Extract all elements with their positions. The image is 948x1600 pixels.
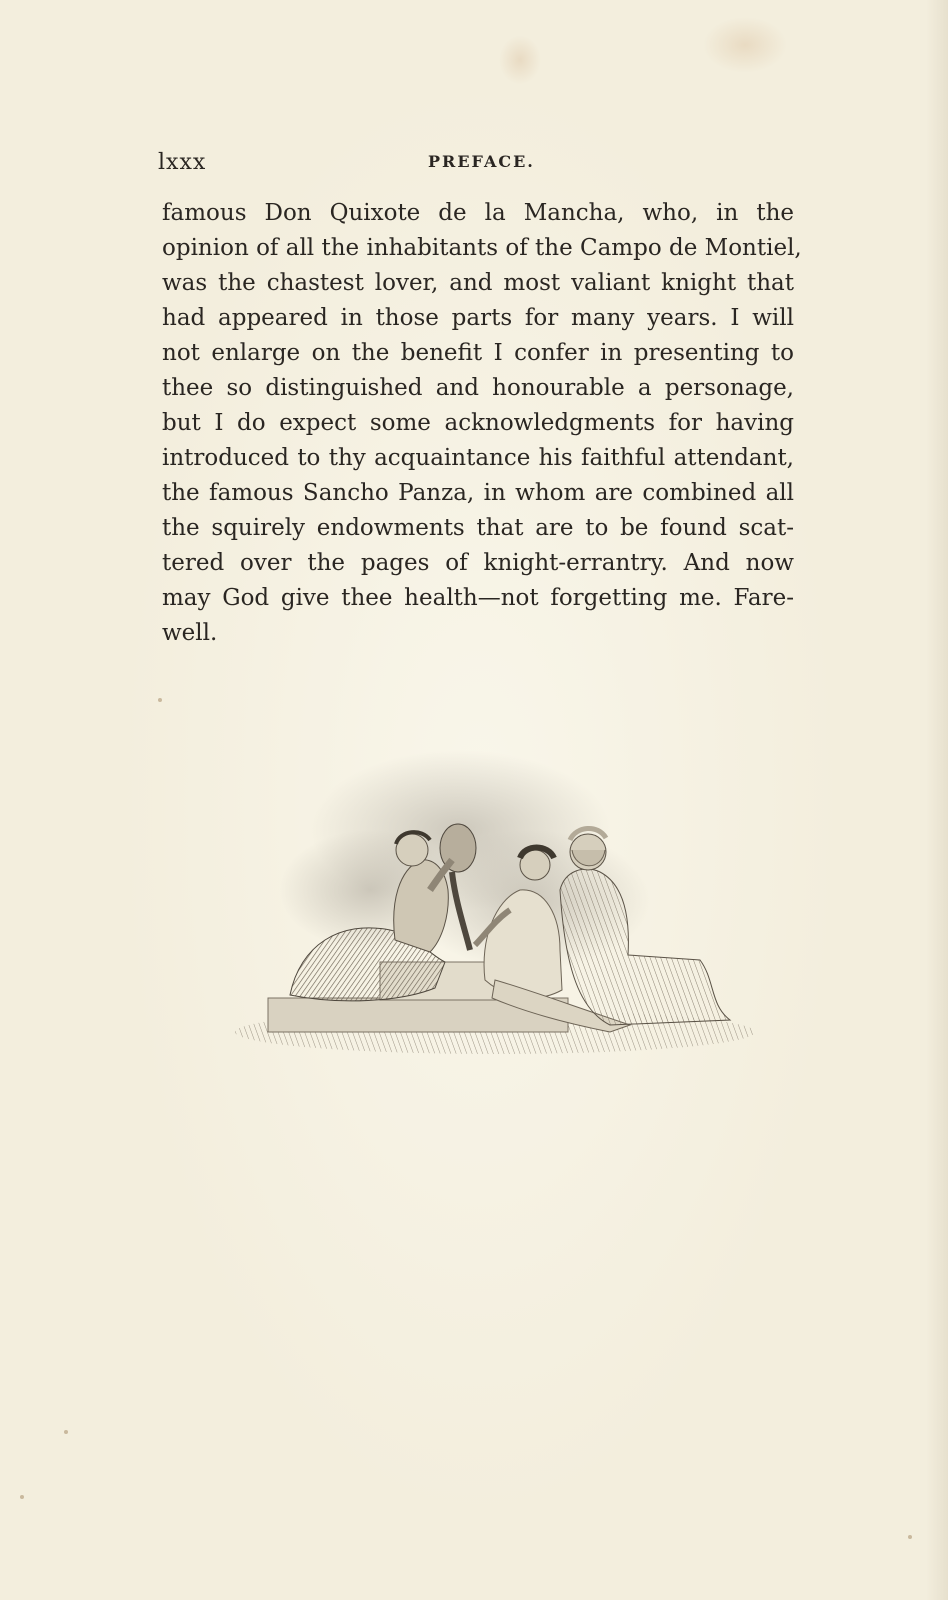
paper-speck — [158, 698, 162, 702]
engraved-vignette — [230, 740, 760, 1070]
text-line: thee so distinguished and honourable a personage, — [162, 375, 794, 401]
text-line: introduced to thy acquaintance his faithful attendant, — [162, 445, 794, 471]
paper-speck — [64, 1430, 68, 1434]
text-line: was the chastest lover, and most valiant knight that — [162, 270, 794, 296]
text-line: but I do expect some acknowledgments for having — [162, 410, 794, 436]
text-line: the squirely endowments that are to be found scat- — [162, 515, 794, 541]
vignette-illustration — [230, 740, 760, 1070]
text-line: may God give thee health—not forgetting me. Fare- — [162, 585, 794, 611]
text-line: the famous Sancho Panza, in whom are combined all — [162, 480, 794, 506]
text-line: famous Don Quixote de la Mancha, who, in the — [162, 200, 794, 226]
text-line: well. — [162, 620, 218, 646]
text-line: had appeared in those parts for many years. I will — [162, 305, 794, 331]
text-line: not enlarge on the benefit I confer in presenting to — [162, 340, 794, 366]
paper-speck — [908, 1535, 912, 1539]
page-number: lxxx — [158, 150, 207, 175]
text-line: opinion of all the inhabitants of the Campo de Montiel, — [162, 235, 802, 261]
body-text — [162, 196, 802, 651]
running-title: PREFACE. — [428, 152, 535, 171]
paper-speck — [20, 1495, 24, 1499]
page-edge-shadow — [926, 0, 948, 1600]
page-header — [158, 150, 793, 180]
text-line: tered over the pages of knight-errantry. And now — [162, 550, 794, 576]
